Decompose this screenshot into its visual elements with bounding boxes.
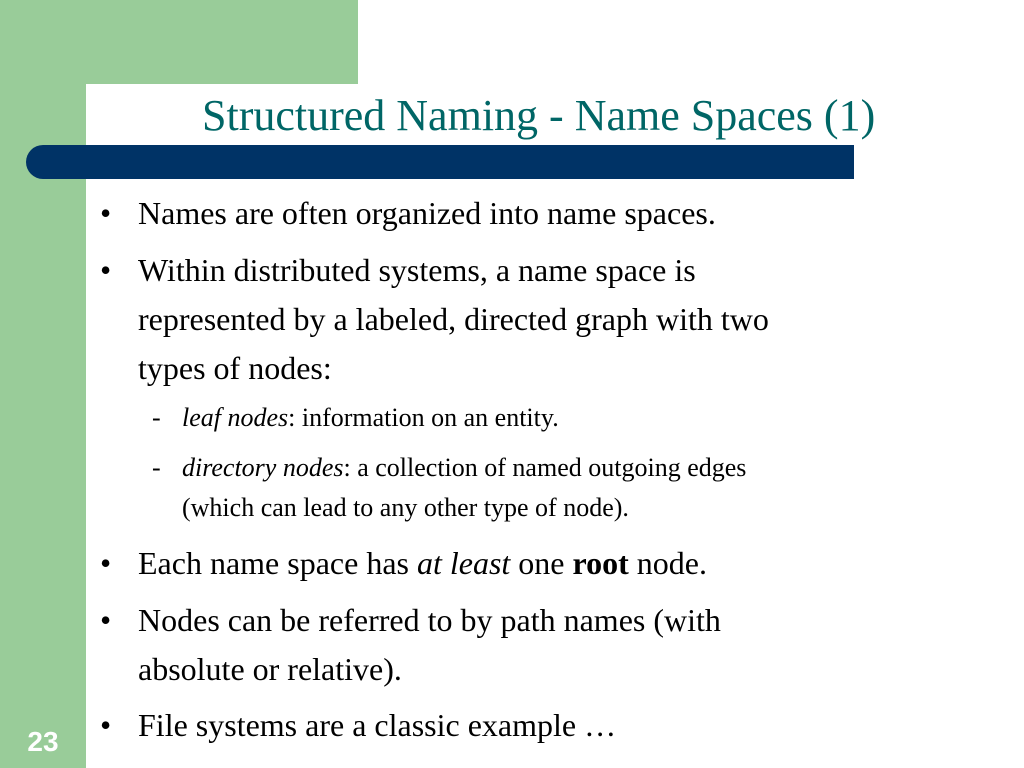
sub-bullet-text xyxy=(182,448,952,488)
bullet-text-part: Each name space has xyxy=(138,545,417,581)
bullet-marker: • xyxy=(100,545,112,581)
emphasis-at-least: at least xyxy=(416,545,511,581)
bullet-text: File systems are a classic example … xyxy=(138,707,617,743)
bullet-text-line: absolute or relative). xyxy=(138,651,402,687)
term-directory-nodes: directory nodes xyxy=(182,453,344,482)
sub-bullet-text xyxy=(182,398,952,438)
bullet-item xyxy=(100,539,960,588)
bullet-text-line: represented by a labeled, directed graph with two xyxy=(138,301,769,337)
bullet-text-line: types of nodes: xyxy=(138,350,332,386)
bullet-marker: • xyxy=(100,252,112,288)
bullet-marker: • xyxy=(100,602,112,638)
sub-bullet-description: : information on an entity. xyxy=(288,403,559,432)
bullet-text: Names are often organized into name spaces. xyxy=(138,195,716,231)
bullet-text xyxy=(138,539,960,588)
sub-bullet-item xyxy=(152,398,952,438)
sub-bullet-description: : a collection of named outgoing edges xyxy=(343,453,747,482)
sub-bullet-text-line: (which can lead to any other type of node). xyxy=(182,493,629,522)
sub-bullet-marker: - xyxy=(152,403,161,432)
bullet-marker: • xyxy=(100,707,112,743)
slide-title: Structured Naming - Name Spaces (1) xyxy=(202,91,876,140)
bullet-text-line: Within distributed systems, a name space is xyxy=(138,252,696,288)
title-underline-bar xyxy=(26,145,854,179)
slide-number: 23 xyxy=(27,726,59,757)
sub-bullet-marker: - xyxy=(152,453,161,482)
bullet-item xyxy=(100,189,960,238)
sub-bullet-item xyxy=(152,448,952,528)
term-leaf-nodes: leaf nodes xyxy=(182,403,289,432)
bold-root: root xyxy=(572,545,629,581)
green-sidebar xyxy=(0,0,86,768)
bullet-marker: • xyxy=(100,195,112,231)
bullet-item xyxy=(100,246,960,393)
bullet-item xyxy=(100,701,960,750)
bullet-text-part: one xyxy=(510,545,573,581)
bullet-item xyxy=(100,596,960,694)
bullet-text-part: node. xyxy=(628,545,707,581)
bullet-text-line: Nodes can be referred to by path names (with xyxy=(138,602,721,638)
